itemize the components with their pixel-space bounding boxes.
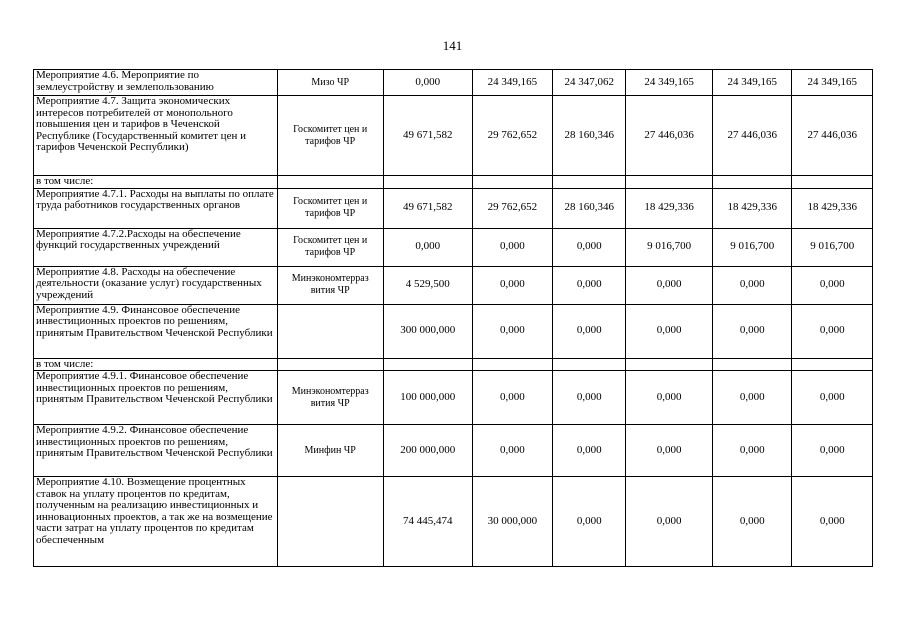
amount-cell: 0,000 bbox=[553, 371, 626, 425]
amount-cell: 28 160,346 bbox=[553, 96, 626, 176]
table-row bbox=[34, 425, 873, 477]
amount-cell: 29 762,652 bbox=[472, 96, 552, 176]
amount-cell: 0,000 bbox=[472, 228, 552, 266]
amount-cell bbox=[383, 176, 472, 189]
table-row bbox=[34, 96, 873, 176]
amount-cell: 18 429,336 bbox=[792, 188, 873, 228]
amount-cell: 24 349,165 bbox=[626, 70, 713, 96]
amount-cell: 0,000 bbox=[626, 371, 713, 425]
amount-cell bbox=[792, 176, 873, 189]
amount-cell: 29 762,652 bbox=[472, 188, 552, 228]
amount-cell bbox=[713, 358, 792, 371]
table-row bbox=[34, 188, 873, 228]
executor-cell: Госкомитет цен и тарифов ЧР bbox=[277, 188, 383, 228]
amount-cell bbox=[383, 358, 472, 371]
activity-name-cell: в том числе: bbox=[34, 176, 278, 189]
amount-cell bbox=[713, 176, 792, 189]
executor-cell: Минэкономтерраз вития ЧР bbox=[277, 266, 383, 304]
activity-name-cell: Мероприятие 4.8. Расходы на обеспечение деятельности (оказание услуг) государственных учреждений bbox=[34, 266, 278, 304]
amount-cell: 0,000 bbox=[626, 425, 713, 477]
amount-cell: 0,000 bbox=[553, 477, 626, 567]
activity-name-cell: в том числе: bbox=[34, 358, 278, 371]
executor-cell bbox=[277, 304, 383, 358]
executor-cell: Минфин ЧР bbox=[277, 425, 383, 477]
amount-cell: 0,000 bbox=[792, 266, 873, 304]
amount-cell: 0,000 bbox=[792, 304, 873, 358]
amount-cell bbox=[792, 358, 873, 371]
executor-cell: Мизо ЧР bbox=[277, 70, 383, 96]
amount-cell: 9 016,700 bbox=[792, 228, 873, 266]
amount-cell: 0,000 bbox=[626, 304, 713, 358]
amount-cell: 27 446,036 bbox=[792, 96, 873, 176]
amount-cell: 0,000 bbox=[472, 371, 552, 425]
amount-cell: 24 347,062 bbox=[553, 70, 626, 96]
amount-cell bbox=[553, 358, 626, 371]
amount-cell: 9 016,700 bbox=[713, 228, 792, 266]
executor-cell bbox=[277, 477, 383, 567]
amount-cell: 30 000,000 bbox=[472, 477, 552, 567]
amount-cell: 18 429,336 bbox=[626, 188, 713, 228]
amount-cell bbox=[626, 358, 713, 371]
amount-cell: 0,000 bbox=[713, 266, 792, 304]
amount-cell: 9 016,700 bbox=[626, 228, 713, 266]
table-row bbox=[34, 371, 873, 425]
amount-cell: 200 000,000 bbox=[383, 425, 472, 477]
amount-cell: 0,000 bbox=[472, 304, 552, 358]
amount-cell: 0,000 bbox=[383, 70, 472, 96]
amount-cell: 0,000 bbox=[553, 228, 626, 266]
amount-cell: 24 349,165 bbox=[472, 70, 552, 96]
amount-cell bbox=[472, 176, 552, 189]
activity-name-cell: Мероприятие 4.9.1. Финансовое обеспечение инвестиционных проектов по решениям, принятым Правительством Чеченской Республики bbox=[34, 371, 278, 425]
amount-cell: 0,000 bbox=[553, 304, 626, 358]
amount-cell: 74 445,474 bbox=[383, 477, 472, 567]
amount-cell: 0,000 bbox=[792, 477, 873, 567]
amount-cell bbox=[553, 176, 626, 189]
table-row bbox=[34, 358, 873, 371]
table-row bbox=[34, 477, 873, 567]
executor-cell: Госкомитет цен и тарифов ЧР bbox=[277, 228, 383, 266]
amount-cell bbox=[472, 358, 552, 371]
table-row bbox=[34, 266, 873, 304]
executor-cell: Госкомитет цен и тарифов ЧР bbox=[277, 96, 383, 176]
activity-name-cell: Мероприятие 4.7.2.Расходы на обеспечение функций государственных учреждений bbox=[34, 228, 278, 266]
amount-cell: 0,000 bbox=[792, 425, 873, 477]
amount-cell: 24 349,165 bbox=[792, 70, 873, 96]
amount-cell: 0,000 bbox=[713, 371, 792, 425]
amount-cell: 49 671,582 bbox=[383, 96, 472, 176]
executor-cell: Минэкономтерраз вития ЧР bbox=[277, 371, 383, 425]
table-row bbox=[34, 70, 873, 96]
amount-cell bbox=[626, 176, 713, 189]
amount-cell: 300 000,000 bbox=[383, 304, 472, 358]
amount-cell: 0,000 bbox=[626, 477, 713, 567]
amount-cell: 0,000 bbox=[553, 266, 626, 304]
amount-cell: 0,000 bbox=[472, 266, 552, 304]
amount-cell: 49 671,582 bbox=[383, 188, 472, 228]
table-row bbox=[34, 228, 873, 266]
budget-table bbox=[33, 69, 873, 567]
activity-name-cell: Мероприятие 4.10. Возмещение процентных ставок на уплату процентов по кредитам, полученным на реализацию инвестиционных и инновационных проектов, а так же на возмещение части затрат на уплату процентов по кредитам обеспеченным bbox=[34, 477, 278, 567]
amount-cell: 28 160,346 bbox=[553, 188, 626, 228]
activity-name-cell: Мероприятие 4.9.2. Финансовое обеспечение инвестиционных проектов по решениям, принятым Правительством Чеченской Республики bbox=[34, 425, 278, 477]
amount-cell: 0,000 bbox=[472, 425, 552, 477]
amount-cell: 0,000 bbox=[713, 477, 792, 567]
activity-name-cell: Мероприятие 4.7. Защита экономических интересов потребителей от монопольного повышения цен и тарифов в Чеченской Республике (Государственный комитет цен и тарифов Чеченской Республики) bbox=[34, 96, 278, 176]
activity-name-cell: Мероприятие 4.6. Мероприятие по землеустройству и землепользованию bbox=[34, 70, 278, 96]
amount-cell: 0,000 bbox=[713, 304, 792, 358]
amount-cell: 24 349,165 bbox=[713, 70, 792, 96]
executor-cell bbox=[277, 176, 383, 189]
amount-cell: 0,000 bbox=[792, 371, 873, 425]
executor-cell bbox=[277, 358, 383, 371]
amount-cell: 0,000 bbox=[626, 266, 713, 304]
amount-cell: 0,000 bbox=[713, 425, 792, 477]
table-row bbox=[34, 176, 873, 189]
amount-cell: 4 529,500 bbox=[383, 266, 472, 304]
page-number: 141 bbox=[442, 38, 463, 53]
activity-name-cell: Мероприятие 4.7.1. Расходы на выплаты по оплате труда работников государственных органов bbox=[34, 188, 278, 228]
activity-name-cell: Мероприятие 4.9. Финансовое обеспечение инвестиционных проектов по решениям, принятым Правительством Чеченской Республики bbox=[34, 304, 278, 358]
amount-cell: 0,000 bbox=[383, 228, 472, 266]
amount-cell: 18 429,336 bbox=[713, 188, 792, 228]
table-row bbox=[34, 304, 873, 358]
amount-cell: 27 446,036 bbox=[713, 96, 792, 176]
amount-cell: 100 000,000 bbox=[383, 371, 472, 425]
amount-cell: 0,000 bbox=[553, 425, 626, 477]
amount-cell: 27 446,036 bbox=[626, 96, 713, 176]
